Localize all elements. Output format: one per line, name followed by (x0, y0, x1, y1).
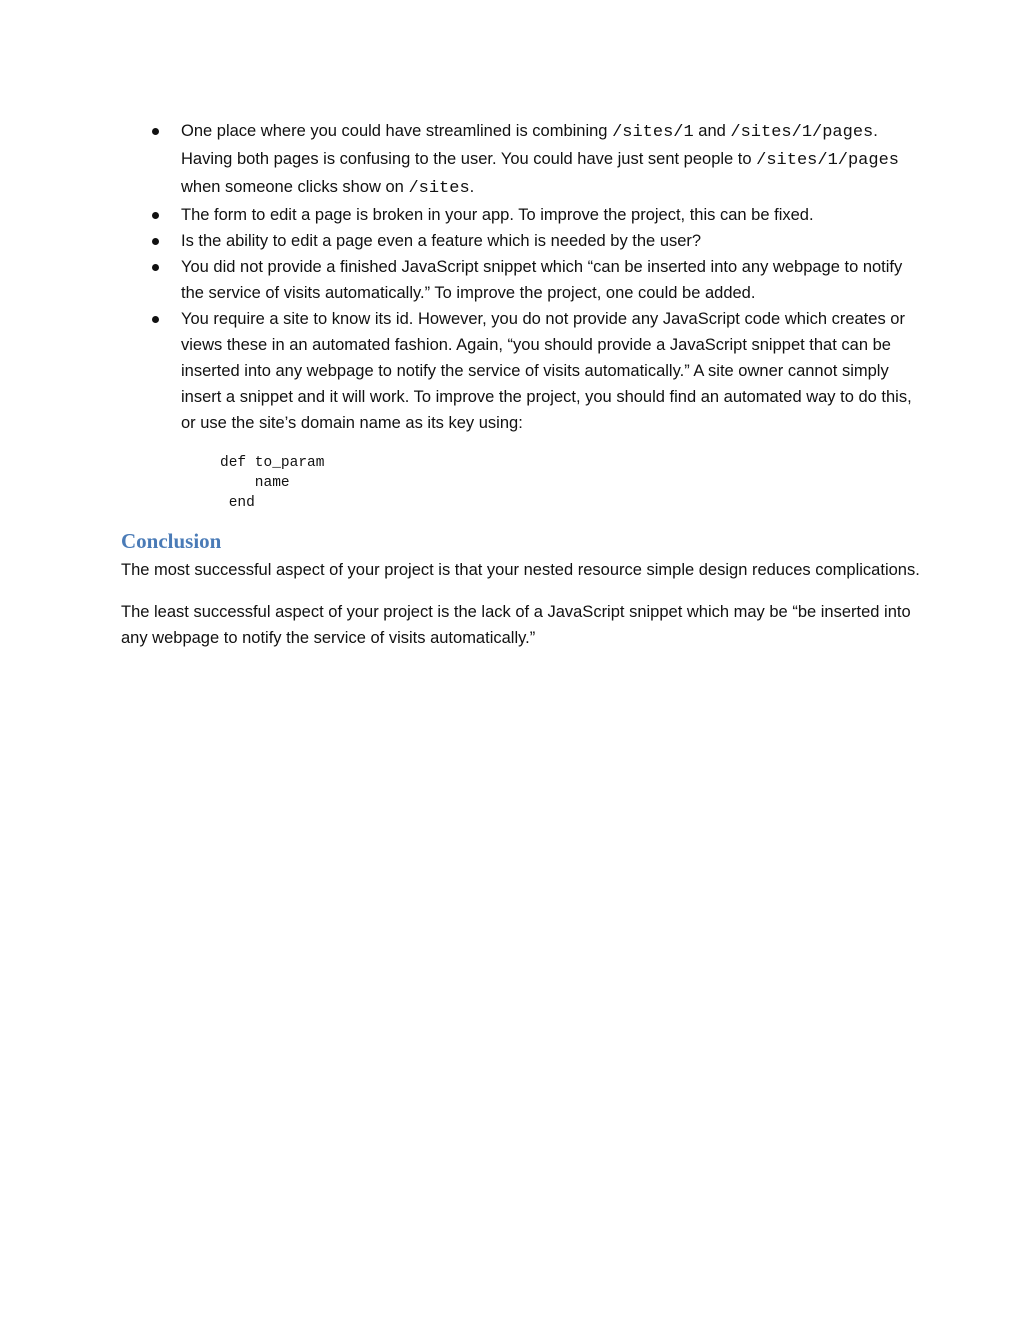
feedback-bullet-list (121, 118, 921, 436)
bullet-text-segment: The form to edit a page is broken in your app. To improve the project, this can be fixed. (181, 206, 814, 224)
bullet-text-segment: when someone clicks show on (181, 178, 409, 196)
document-content (121, 118, 921, 651)
bullet-icon (152, 212, 159, 219)
bullet-item (121, 118, 921, 202)
bullet-text-segment: You did not provide a finished JavaScript snippet which “can be inserted into any webpage to notify the service of visits automatically.” To improve the project, one could be added. (181, 258, 903, 302)
bullet-icon (152, 316, 159, 323)
bullet-text-segment: and (693, 122, 731, 140)
bullet-text (181, 122, 899, 196)
bullet-text (181, 310, 912, 432)
code-line: name (220, 475, 290, 491)
conclusion-heading: Conclusion (121, 529, 222, 553)
bullet-icon (152, 128, 159, 135)
code-line: def to_param (220, 455, 325, 471)
code-snippet (220, 453, 921, 513)
conclusion-paragraph: The most successful aspect of your project is that your nested resource simple design reduces complications. (121, 561, 920, 579)
bullet-text-segment: . (469, 178, 475, 196)
inline-code-path: /sites/1/pages (730, 123, 874, 142)
bullet-icon (152, 238, 159, 245)
bullet-icon (152, 264, 159, 271)
bullet-item (121, 306, 921, 436)
inline-code-path: /sites/1/pages (756, 151, 899, 170)
conclusion-paragraph: The least successful aspect of your project is the lack of a JavaScript snippet which may be “be inserted into any webpage to notify the service of visits automatically.” (121, 603, 911, 647)
bullet-item (121, 202, 921, 228)
bullet-text-segment: You require a site to know its id. However, you do not provide any JavaScript code which creates or views these in an automated fashion. Again, “you should provide a JavaScript snippet that can be inserted into any webpage to notify the service of visits automatically.” A site owner cannot simply insert a snippet and it will work. To improve the project, you should find an automated way to do this, or use the site’s domain name as its key using: (181, 310, 912, 432)
inline-code-path: /sites (408, 179, 470, 198)
bullet-text (181, 232, 701, 250)
inline-code-path: /sites/1 (612, 123, 694, 142)
bullet-text (181, 206, 814, 224)
code-line: end (220, 495, 255, 511)
bullet-text-segment: Is the ability to edit a page even a feature which is needed by the user? (181, 232, 702, 250)
bullet-item (121, 228, 921, 254)
bullet-text (181, 258, 902, 302)
bullet-text-segment: One place where you could have streamlined is combining (181, 122, 613, 140)
bullet-text-segment: . Having both pages is confusing to the user. You could have just sent people to (181, 122, 878, 168)
bullet-item (121, 254, 921, 306)
